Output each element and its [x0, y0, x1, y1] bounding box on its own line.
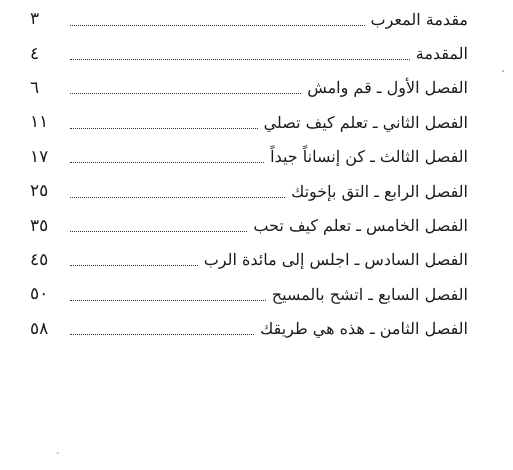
page-number: ١١	[30, 112, 49, 133]
toc-entry-chapter-7[interactable]	[30, 277, 468, 311]
entry-title: الفصل السابع ـ اتشح بالمسيح	[271, 284, 468, 304]
toc-entry-chapter-1[interactable]	[30, 71, 468, 105]
dotted-leader	[70, 128, 258, 129]
footer-mark: -	[56, 448, 60, 459]
page-number: ٦	[30, 77, 40, 98]
entry-title: الفصل الثامن ـ هذه هي طريقك	[260, 319, 468, 339]
toc-entry-chapter-5[interactable]	[30, 208, 468, 242]
page-number: ٣	[30, 9, 40, 30]
entry-title: الفصل الثاني ـ تعلم كيف تصلي	[263, 112, 468, 132]
dotted-leader	[70, 231, 247, 232]
dotted-leader	[70, 25, 365, 26]
dotted-leader	[70, 59, 410, 60]
page-number: ٢٥	[30, 181, 49, 202]
toc-entry-chapter-3[interactable]	[30, 140, 468, 174]
entry-title: مقدمة المعرب	[370, 9, 468, 29]
page-number: ٤	[30, 43, 40, 64]
toc-entry-chapter-6[interactable]	[30, 243, 468, 277]
entry-title: المقدمة	[415, 44, 468, 64]
entry-title: الفصل السادس ـ اجلس إلى مائدة الرب	[203, 250, 468, 270]
dotted-leader	[70, 93, 301, 94]
toc-entry-chapter-4[interactable]	[30, 174, 468, 208]
page-number: ١٧	[30, 146, 49, 167]
page-number: ٥٨	[30, 318, 49, 339]
toc-entry-introduction[interactable]	[30, 36, 468, 70]
entry-title: الفصل الثالث ـ كن إنساناً جيداً	[270, 147, 468, 167]
toc-entry-introduction-translator[interactable]	[30, 2, 468, 36]
toc-entry-chapter-2[interactable]	[30, 105, 468, 139]
page-number: ٣٥	[30, 215, 49, 236]
dotted-leader	[70, 300, 266, 301]
page-number: ٤٥	[30, 249, 49, 270]
page-number: ٥٠	[30, 284, 49, 305]
entry-title: الفصل الأول ـ قم وامش	[307, 78, 468, 98]
entry-title: الفصل الرابع ـ التق بإخوتك	[291, 181, 468, 201]
dotted-leader	[70, 197, 285, 198]
entry-title: الفصل الخامس ـ تعلم كيف تحب	[253, 216, 468, 236]
dotted-leader	[70, 265, 198, 266]
dotted-leader	[70, 162, 264, 163]
table-of-contents	[30, 2, 468, 346]
dotted-leader	[70, 334, 254, 335]
toc-entry-chapter-8[interactable]	[30, 312, 468, 346]
page-edge-speck	[502, 70, 504, 72]
